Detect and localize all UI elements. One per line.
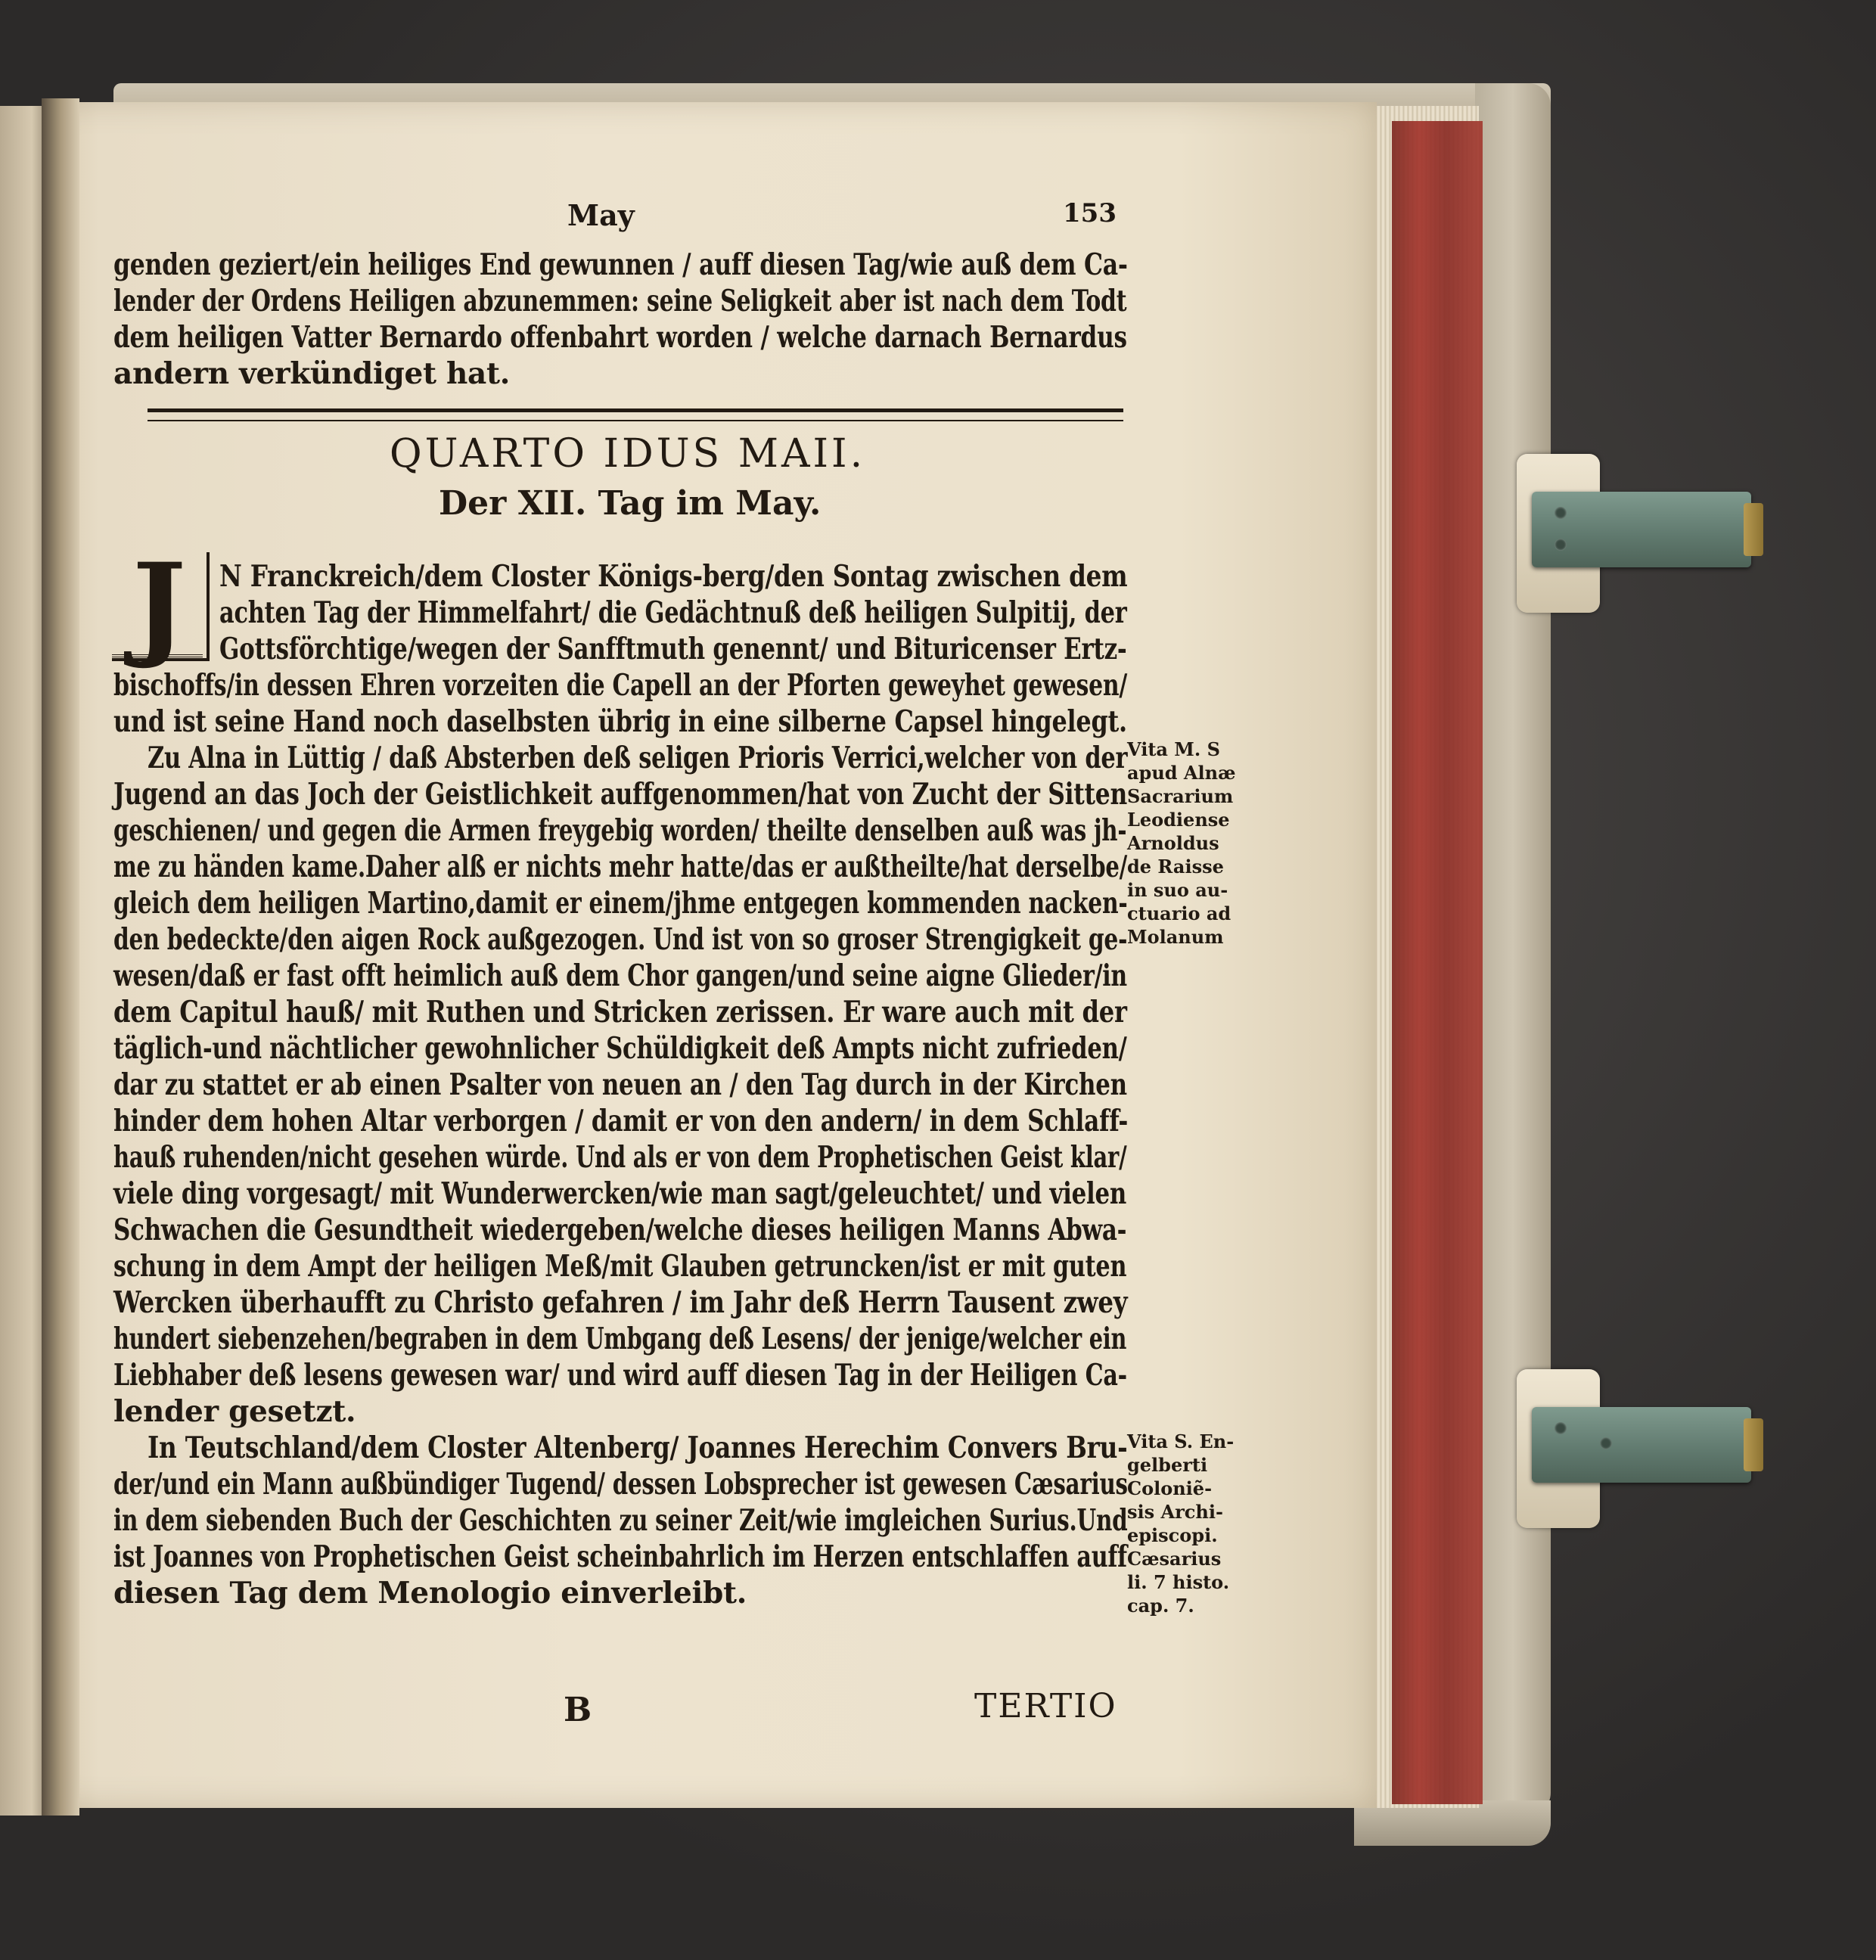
margin-note-line: de Raisse <box>1127 856 1224 877</box>
body-line: dar zu stattet er ab einen Psalter von neuen an / den Tag durch in der Kirchen <box>113 1067 1127 1102</box>
red-page-edge <box>1392 121 1483 1804</box>
signature-mark: B <box>564 1691 592 1729</box>
body-line: ist Joannes von Prophetischen Geist scheinbahrlich im Herzen entschlaffen auff <box>113 1539 1127 1574</box>
body-line: gleich dem heiligen Martino,damit er einem/jhme entgegen kommenden nacken- <box>113 886 1128 921</box>
running-head-title: May <box>567 198 635 232</box>
margin-note <box>1127 738 1236 949</box>
body-line: achten Tag der Himmelfahrt/ die Gedächtnuß deß heiligen Sulpitij, der <box>219 595 1127 630</box>
margin-note-line: in suo au- <box>1127 879 1228 901</box>
drop-cap: J <box>112 552 210 661</box>
margin-note-line: sis Archi- <box>1127 1501 1223 1523</box>
body-line: der/und ein Mann außbündiger Tugend/ dessen Lobsprecher ist gewesen Cæsarius <box>113 1467 1128 1502</box>
carryover-line: genden geziert/ein heiliges End gewunnen / auff diesen Tag/wie auß dem Ca- <box>113 247 1128 282</box>
section-heading: QUARTO IDUS MAII. <box>390 431 866 477</box>
drop-cap-flourish <box>112 639 203 657</box>
margin-note-line: li. 7 histo. <box>1127 1571 1230 1593</box>
catchword: TERTIO <box>974 1687 1117 1725</box>
margin-note-line: Vita M. S <box>1127 738 1220 760</box>
book-cover-right <box>1475 83 1551 1816</box>
body-line: hundert siebenzehen/begraben in dem Umbgang deß Lesens/ der jenige/welcher ein <box>113 1322 1127 1356</box>
body-line: hauß ruhenden/nicht gesehen würde. Und als er von dem Prophetischen Geist klar/ <box>113 1140 1127 1175</box>
body-line: bischoffs/in dessen Ehren vorzeiten die Capell an der Pforten geweyhet gewesen/ <box>113 668 1128 703</box>
section-divider-rule <box>148 408 1123 421</box>
body-line: täglich-und nächtlicher gewohnlicher Schüldigkeit deß Ampts nicht zufrieden/ <box>113 1031 1127 1066</box>
margin-note-line: Coloniẽ- <box>1127 1477 1213 1499</box>
upper-clasp <box>1517 454 1766 613</box>
body-line: lender gesetzt. <box>113 1394 356 1429</box>
clasp-metal-strap <box>1532 492 1751 567</box>
rivet-icon <box>1600 1437 1612 1449</box>
body-line: Gottsförchtige/wegen der Sanfftmuth genennt/ und Bituricenser Ertz- <box>219 632 1127 666</box>
rivet-icon <box>1555 1422 1567 1434</box>
carryover-line: andern verkündiget hat. <box>113 356 511 391</box>
running-head <box>106 198 1135 236</box>
body-line: schung in dem Ampt der heiligen Meß/mit Glauben getruncken/ist er mit guten <box>113 1249 1127 1284</box>
margin-note-line: Vita S. En- <box>1127 1430 1235 1452</box>
body-line: den bedeckte/den aigen Rock außgezogen. Und ist von so groser Strengigkeit ge- <box>113 922 1128 957</box>
body-line: In Teutschland/dem Closter Altenberg/ Joannes Herechim Convers Bru- <box>148 1430 1128 1465</box>
margin-note-line: Cæsarius <box>1127 1548 1222 1570</box>
body-line: und ist seine Hand noch daselbsten übrig in eine silberne Capsel hingelegt. <box>113 704 1127 739</box>
body-line: Wercken überhaufft zu Christo gefahren / im Jahr deß Herrn Tausent zwey <box>113 1285 1128 1320</box>
rivet-icon <box>1555 507 1567 519</box>
body-line: wesen/daß er fast offt heimlich auß dem Chor gangen/und seine aigne Glieder/in <box>113 958 1127 993</box>
body-line: N Franckreich/dem Closter Königs-berg/den Sontag zwischen dem <box>219 559 1128 594</box>
margin-note-line: Molanum <box>1127 926 1224 948</box>
page-number: 153 <box>1063 198 1117 228</box>
carryover-line: dem heiligen Vatter Bernardo offenbahrt worden / welche darnach Bernardus <box>113 320 1127 355</box>
body-line: viele ding vorgesagt/ mit Wunderwercken/wie man sagt/geleuchtet/ und vielen <box>113 1176 1127 1211</box>
carryover-line: lender der Ordens Heiligen abzunemmen: seine Seligkeit aber ist nach dem Todt <box>113 284 1127 318</box>
margin-note-line: ctuario ad <box>1127 902 1232 924</box>
page-gutter <box>42 98 79 1816</box>
margin-note-line: Leodiense <box>1127 809 1230 831</box>
margin-note-line: apud Alnæ <box>1127 762 1236 784</box>
body-line: Jugend an das Joch der Geistlichkeit auffgenommen/hat von Zucht der Sitten <box>113 777 1127 812</box>
body-line: Zu Alna in Lüttig / daß Absterben deß seligen Prioris Verrici,welcher von der <box>148 741 1128 775</box>
margin-note-line: Arnoldus <box>1127 832 1219 854</box>
clasp-tip <box>1744 1418 1763 1471</box>
rivet-icon <box>1555 539 1567 551</box>
section-subheading: Der XII. Tag im May. <box>439 484 822 523</box>
body-line: in dem siebenden Buch der Geschichten zu seiner Zeit/wie imgleichen Surius.Und <box>113 1503 1128 1538</box>
clasp-metal-strap <box>1532 1407 1751 1483</box>
body-line: Schwachen die Gesundtheit wiedergeben/welche dieses heiligen Manns Abwa- <box>113 1213 1127 1247</box>
margin-note-line: cap. 7. <box>1127 1595 1194 1617</box>
body-line: dem Capitul hauß/ mit Ruthen und Stricken zerissen. Er ware auch mit der <box>113 995 1127 1030</box>
clasp-tip <box>1744 503 1763 556</box>
lower-clasp <box>1517 1369 1766 1528</box>
body-line: geschienen/ und gegen die Armen freygebig worden/ theilte denselben auß was jh- <box>113 813 1127 848</box>
margin-note-line: Sacrarium <box>1127 785 1234 807</box>
margin-note-line: episcopi. <box>1127 1524 1218 1546</box>
body-line: hinder dem hohen Altar verborgen / damit er von den andern/ in dem Schlaff- <box>113 1104 1129 1138</box>
body-line: diesen Tag dem Menologio einverleibt. <box>113 1576 747 1611</box>
margin-note <box>1127 1430 1234 1617</box>
body-line: Liebhaber deß lesens gewesen war/ und wird auff diesen Tag in der Heiligen Ca- <box>113 1358 1127 1393</box>
margin-note-line: gelberti <box>1127 1454 1208 1476</box>
body-line: me zu händen kame.Daher alß er nichts mehr hatte/das er außtheilte/hat derselbe/ <box>113 850 1128 884</box>
